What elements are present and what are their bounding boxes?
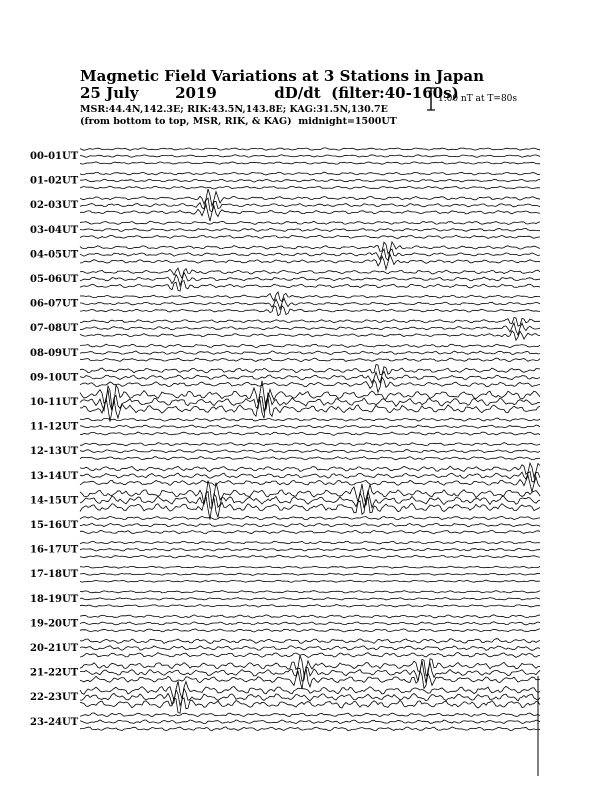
trace-line bbox=[80, 472, 540, 482]
trace-line bbox=[80, 268, 540, 278]
trace-line bbox=[80, 591, 540, 594]
scale-label: 1.00 nT at T=80s bbox=[438, 94, 518, 104]
row-label: 12-13UT bbox=[30, 446, 79, 458]
trace-line bbox=[80, 555, 540, 558]
trace-line bbox=[80, 639, 540, 644]
trace-line bbox=[80, 228, 540, 231]
trace-line bbox=[80, 698, 540, 713]
trace-line bbox=[80, 172, 540, 175]
trace-line bbox=[80, 598, 540, 600]
order-info: (from bottom to top, MSR, RIK, & KAG) midnight=1500UT bbox=[80, 116, 397, 127]
trace-line bbox=[80, 443, 540, 446]
trace-line bbox=[80, 432, 540, 435]
row-label: 16-17UT bbox=[30, 544, 79, 556]
row-label: 20-21UT bbox=[30, 643, 79, 654]
row-label: 22-23UT bbox=[30, 692, 79, 704]
trace-line bbox=[80, 254, 540, 269]
row-label: 05-06UT bbox=[30, 274, 79, 285]
trace-line bbox=[80, 622, 540, 625]
row-label: 09-10UT bbox=[30, 372, 79, 384]
trace-line bbox=[80, 344, 540, 348]
trace-line bbox=[80, 235, 540, 238]
trace-line bbox=[80, 580, 540, 582]
trace-line bbox=[80, 189, 540, 206]
row-label: 10-11UT bbox=[30, 397, 79, 408]
trace-line bbox=[80, 615, 540, 618]
trace-line bbox=[80, 516, 540, 519]
trace-line bbox=[80, 298, 540, 309]
trace-line bbox=[80, 661, 540, 683]
trace-line bbox=[80, 281, 540, 291]
trace-line bbox=[80, 221, 540, 224]
stations-info: MSR:44.4N,142.3E; RIK:43.5N,143.8E; KAG:31.5N,130.7E bbox=[80, 104, 388, 115]
row-label: 11-12UT bbox=[30, 421, 79, 433]
trace-line bbox=[80, 530, 540, 533]
trace-line bbox=[80, 475, 540, 492]
trace-line bbox=[80, 204, 540, 221]
row-label: 15-16UT bbox=[30, 520, 79, 531]
row-label: 04-05UT bbox=[30, 249, 79, 261]
trace-line bbox=[80, 523, 540, 527]
row-label: 21-22UT bbox=[30, 667, 79, 679]
trace-line bbox=[80, 713, 540, 717]
trace-line bbox=[80, 273, 540, 286]
trace-line bbox=[80, 652, 540, 657]
trace-line bbox=[80, 365, 540, 375]
trace-line bbox=[80, 306, 540, 316]
trace-line bbox=[80, 186, 540, 189]
chart-subtitle: 25 July 2019 dD/dt (filter:40-160s) bbox=[80, 84, 459, 102]
row-label: 17-18UT bbox=[30, 569, 79, 581]
row-label: 07-08UT bbox=[30, 323, 79, 335]
trace-line bbox=[80, 377, 540, 392]
trace-line bbox=[80, 155, 540, 158]
row-label: 01-02UT bbox=[30, 175, 79, 187]
trace-line bbox=[80, 425, 540, 428]
row-label: 19-20UT bbox=[30, 618, 79, 630]
trace-line bbox=[80, 162, 540, 164]
trace-line bbox=[80, 720, 540, 724]
trace-line bbox=[80, 491, 540, 509]
trace-line bbox=[80, 541, 540, 544]
row-label: 13-14UT bbox=[30, 470, 79, 482]
row-label: 08-09UT bbox=[30, 347, 79, 359]
trace-line bbox=[80, 605, 540, 608]
trace-line bbox=[80, 668, 540, 689]
trace-line bbox=[80, 397, 540, 422]
trace-line bbox=[80, 358, 540, 362]
trace-line bbox=[80, 323, 540, 335]
row-label: 00-01UT bbox=[30, 151, 79, 162]
row-label: 03-04UT bbox=[30, 224, 79, 236]
row-label: 06-07UT bbox=[30, 298, 79, 310]
trace-line bbox=[80, 292, 540, 302]
trace-line bbox=[80, 450, 540, 453]
trace-line bbox=[80, 242, 540, 254]
trace-line bbox=[80, 371, 540, 383]
chart-title: Magnetic Field Variations at 3 Stations in Japan bbox=[80, 67, 485, 85]
trace-line bbox=[80, 418, 540, 421]
row-label: 14-15UT bbox=[30, 495, 79, 507]
trace-line bbox=[80, 727, 540, 731]
row-label: 02-03UT bbox=[30, 200, 79, 212]
scale-bar bbox=[427, 88, 435, 110]
trace-line bbox=[80, 179, 540, 182]
trace-line bbox=[80, 655, 540, 675]
trace-line bbox=[80, 566, 540, 568]
trace-line bbox=[80, 148, 540, 150]
trace-line bbox=[80, 681, 540, 700]
row-label: 18-19UT bbox=[30, 593, 79, 605]
trace-line bbox=[80, 351, 540, 355]
trace-line bbox=[80, 198, 540, 212]
trace-line bbox=[80, 646, 540, 651]
trace-line bbox=[80, 497, 540, 520]
trace-line bbox=[80, 629, 540, 632]
trace-line bbox=[80, 548, 540, 551]
trace-line bbox=[80, 331, 540, 341]
trace-line bbox=[80, 457, 540, 460]
row-label: 23-24UT bbox=[30, 716, 79, 728]
trace-line bbox=[80, 318, 540, 327]
trace-line bbox=[80, 249, 540, 260]
trace-line bbox=[80, 573, 540, 575]
